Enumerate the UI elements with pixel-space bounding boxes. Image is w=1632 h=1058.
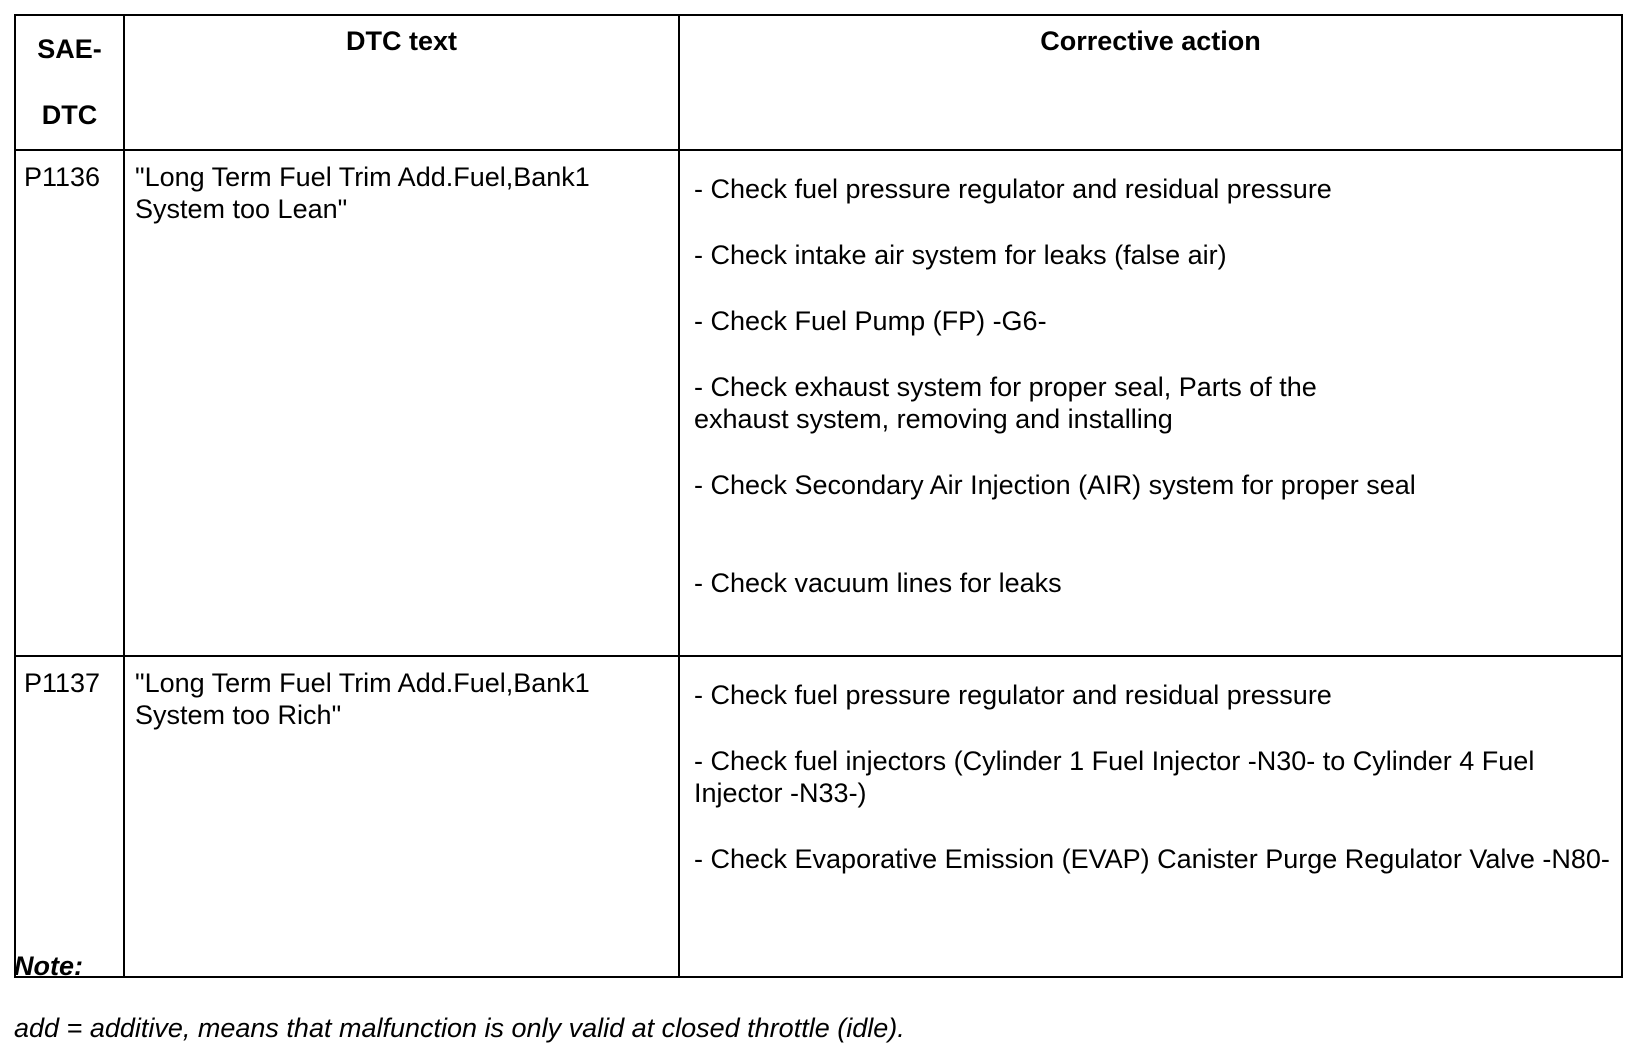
action-item: - Check fuel pressure regulator and residual pressure (694, 680, 1332, 710)
dtc-table (14, 14, 1623, 978)
header-sae-dtc (15, 15, 124, 150)
action-item: - Check Evaporative Emission (EVAP) Canister Purge Regulator Valve -N80- (694, 844, 1610, 874)
table-row (15, 656, 1622, 977)
dtc-code-cell: P1137 (15, 656, 124, 977)
action-item: - Check Secondary Air Injection (AIR) system for proper seal (694, 470, 1416, 500)
note-heading: Note: (14, 951, 83, 981)
action-item: - Check intake air system for leaks (false air) (694, 240, 1227, 270)
action-item: - Check fuel injectors (Cylinder 1 Fuel Injector -N30- to Cylinder 4 Fuel Injector -N33-) (694, 746, 1535, 808)
dtc-text-cell: "Long Term Fuel Trim Add.Fuel,Bank1 System too Rich" (124, 656, 679, 977)
table-row (15, 150, 1622, 656)
action-item: - Check exhaust system for proper seal, Parts of the exhaust system, removing and installing (694, 372, 1317, 434)
action-item: - Check Fuel Pump (FP) -G6- (694, 306, 1047, 336)
header-corrective-action: Corrective action (679, 15, 1622, 150)
corrective-action-cell (679, 656, 1622, 977)
dtc-code-cell: P1136 (15, 150, 124, 656)
action-item: - Check fuel pressure regulator and residual pressure (694, 174, 1332, 204)
header-sae-dtc-line2: DTC (41, 100, 98, 130)
action-item: - Check vacuum lines for leaks (694, 568, 1062, 598)
note-body: add = additive, means that malfunction is only valid at closed throttle (idle). (14, 1013, 905, 1043)
table-header-row (15, 15, 1622, 150)
header-dtc-text: DTC text (124, 15, 679, 150)
dtc-text-cell: "Long Term Fuel Trim Add.Fuel,Bank1 System too Lean" (124, 150, 679, 656)
header-sae-dtc-line1: SAE- (37, 34, 102, 64)
corrective-action-cell (679, 150, 1622, 656)
